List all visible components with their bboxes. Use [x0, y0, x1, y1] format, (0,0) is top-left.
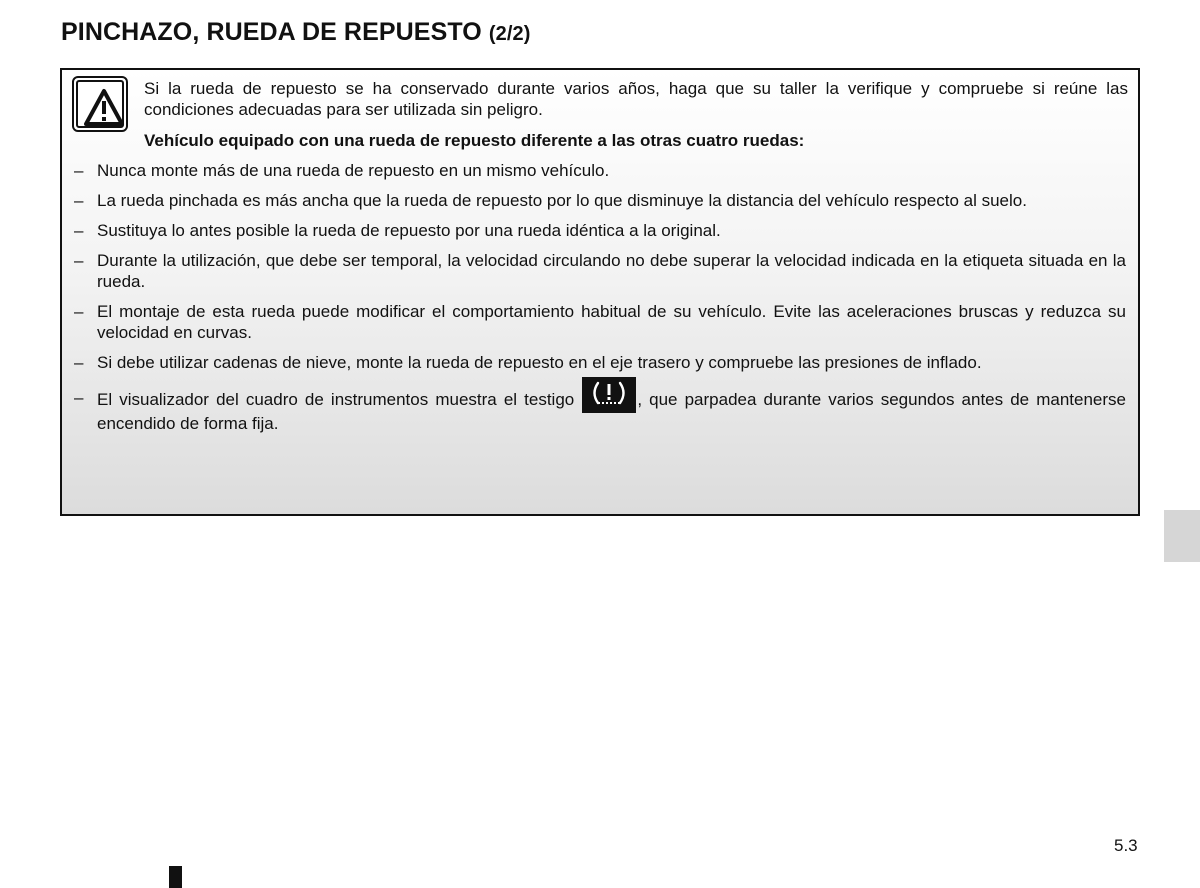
section-tab — [1164, 510, 1200, 562]
crop-mark — [169, 866, 182, 888]
list-bullet: – — [74, 302, 84, 321]
page-number: 5.3 — [1114, 836, 1138, 855]
list-item — [62, 387, 1126, 434]
list-item — [62, 160, 1126, 181]
list-item-text: Nunca monte más de una rueda de repuesto en un mismo vehículo. — [97, 161, 610, 180]
warning-intro — [144, 78, 1128, 120]
list-item — [62, 250, 1126, 292]
list-item — [62, 352, 1126, 373]
warning-triangle-icon — [72, 76, 128, 132]
list-item — [62, 301, 1126, 343]
list-bullet: – — [74, 251, 84, 270]
list-bullet: – — [74, 191, 84, 210]
tire-pressure-warning-icon — [582, 377, 636, 413]
list-item-text: El visualizador del cuadro de instrumentos muestra el testigo — [97, 390, 582, 409]
warning-box — [60, 68, 1140, 516]
list-item-text: El montaje de esta rueda puede modificar el comportamiento habitual de su vehículo. Evite las aceleraciones bruscas y reduzca su velocidad en curvas. — [97, 302, 1126, 342]
title-text: PINCHAZO, RUEDA DE REPUESTO — [61, 18, 482, 46]
warning-list — [62, 160, 1126, 443]
list-bullet: – — [74, 221, 84, 240]
warning-intro-text: Si la rueda de repuesto se ha conservado durante varios años, haga que su taller la verifique y compruebe si reúne las condiciones adecuadas para ser utilizada sin peligro. — [144, 79, 1128, 119]
list-item-text: Si debe utilizar cadenas de nieve, monte la rueda de repuesto en el eje trasero y compruebe las presiones de inflado. — [97, 353, 982, 372]
list-item-text: Durante la utilización, que debe ser temporal, la velocidad circulando no debe superar la velocidad indicada en la etiqueta situada en la rueda. — [97, 251, 1126, 291]
list-item-text: La rueda pinchada es más ancha que la rueda de repuesto por lo que disminuye la distancia del vehículo respecto al suelo. — [97, 191, 1027, 210]
list-item-text: Sustituya lo antes posible la rueda de repuesto por una rueda idéntica a la original. — [97, 221, 721, 240]
warning-heading: Vehículo equipado con una rueda de repuesto diferente a las otras cuatro ruedas: — [144, 131, 805, 150]
list-item — [62, 190, 1126, 211]
list-bullet: – — [74, 353, 84, 372]
list-item — [62, 220, 1126, 241]
list-item-text: , que parpadea durante varios segundos antes de mantenerse encendido de forma fija. — [97, 390, 1126, 433]
list-bullet: – — [74, 388, 84, 407]
list-bullet: – — [74, 161, 84, 180]
title-page-count: (2/2) — [488, 23, 531, 45]
page-title — [61, 18, 530, 47]
